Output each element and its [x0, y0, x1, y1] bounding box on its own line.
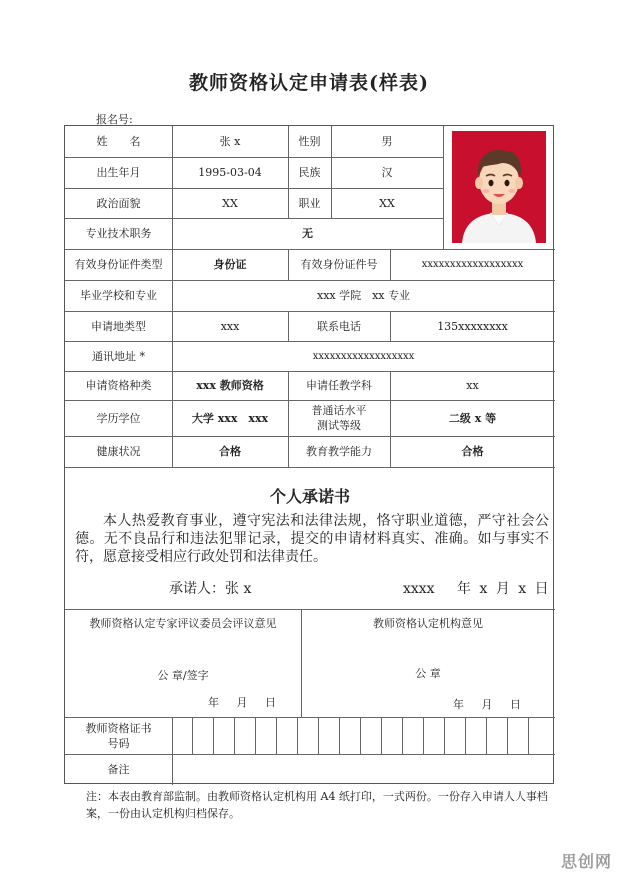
id-number-label: 有效身份证件号: [300, 258, 378, 271]
education-value: 大学 xxx xxx: [191, 411, 269, 425]
health-value: 合格: [219, 445, 241, 458]
gender-label: 性别: [298, 135, 321, 148]
birth-label: 出生年月: [96, 166, 141, 179]
school-label: 毕业学校和专业: [80, 289, 157, 302]
agency-opinion-title: 教师资格认定机构意见: [373, 617, 483, 630]
footer-note: 注：本表由教育部监制。由教师资格认定机构用 A4 纸打印，一式两份。一份存入申请人人事档案，一份由认定机构归档保存。: [86, 790, 548, 820]
qualification-type-value: xxx 教师资格: [196, 379, 264, 392]
birth-value: 1995-03-04: [198, 166, 262, 179]
expert-opinion-date: 年 月 日: [208, 696, 276, 709]
political-label: 政治面貌: [96, 196, 141, 210]
watermark: 思创网: [560, 852, 612, 871]
job-value: XX: [379, 196, 395, 210]
expert-opinion-title: 教师资格认定专家评议委员会评议意见: [89, 617, 277, 630]
avatar-illustration: [452, 131, 546, 243]
applicant-photo: [452, 131, 546, 243]
health-label: 健康状况: [96, 445, 141, 458]
id-type-label: 有效身份证件类型: [74, 258, 163, 271]
phone-label: 联系电话: [317, 319, 361, 333]
tech-title-value: 无: [302, 227, 313, 240]
gender-value: 男: [381, 135, 393, 148]
id-type-value: 身份证: [213, 258, 247, 271]
subject-value: xx: [466, 379, 479, 392]
mandarin-label-line1: 普通话水平: [311, 404, 367, 417]
school-value: xxx 学院 xx 专业: [316, 289, 410, 302]
area-type-value: xxx: [220, 319, 240, 333]
expert-opinion-seal: 公 章/签字: [157, 669, 209, 682]
certificate-number-label-line2: 号码: [107, 736, 130, 750]
job-label: 职业: [298, 196, 321, 210]
name-value: 张 x: [219, 135, 241, 148]
registration-number-label: 报名号:: [96, 113, 133, 126]
area-type-label: 申请地类型: [91, 319, 146, 333]
certificate-number-label-line1: 教师资格证书: [85, 721, 152, 735]
pledge-signer: 承诺人：张 x: [169, 581, 252, 597]
agency-opinion-seal: 公 章: [415, 667, 441, 680]
qualification-type-label: 申请资格种类: [85, 379, 152, 392]
name-label: 姓 名: [96, 135, 141, 148]
ethnic-label: 民族: [298, 166, 321, 179]
application-form: [64, 125, 554, 784]
pledge-body: 本人热爱教育事业，遵守宪法和法律法规，恪守职业道德，严守社会公德。无不良品行和违法犯罪记录，提交的申请材料真实、准确。如与事实不符，愿意接受相应行政处罚和法律责任。: [75, 513, 549, 565]
political-value: XX: [222, 196, 238, 210]
education-label: 学历学位: [96, 411, 141, 425]
id-number-value: xxxxxxxxxxxxxxxxxx: [421, 259, 524, 270]
teaching-ability-label: 教育教学能力: [306, 445, 372, 458]
tech-title-label: 专业技术职务: [85, 227, 152, 240]
address-value: xxxxxxxxxxxxxxxxxx: [312, 350, 415, 362]
mandarin-value: 二级 x 等: [448, 411, 497, 425]
subject-label: 申请任教学科: [306, 379, 372, 392]
pledge-title: 个人承诺书: [269, 487, 350, 506]
pledge-date: xxxx 年 x 月 x 日: [403, 581, 549, 597]
address-label: 通讯地址 *: [92, 349, 145, 363]
certificate-number-label: [65, 717, 172, 754]
teaching-ability-value: 合格: [461, 445, 484, 458]
phone-value: 135xxxxxxxx: [437, 319, 508, 333]
agency-opinion-date: 年 月 日: [453, 698, 521, 711]
mandarin-label-line2: 测试等级: [317, 419, 361, 432]
ethnic-value: 汉: [381, 166, 393, 179]
remark-label: 备注: [107, 762, 130, 776]
mandarin-label: [288, 400, 390, 436]
page-title: 教师资格认定申请表(样表): [189, 72, 429, 94]
